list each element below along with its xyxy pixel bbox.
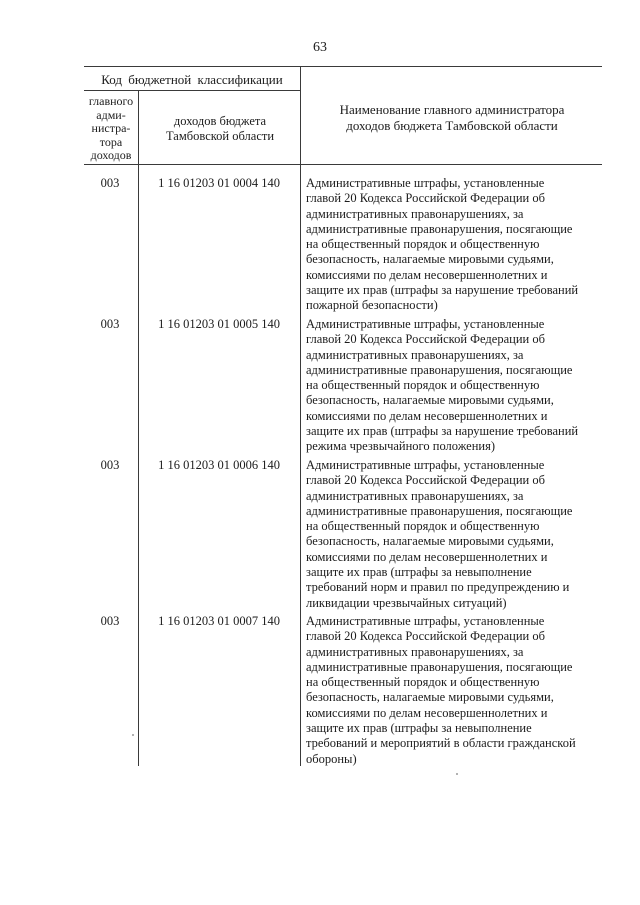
admin-code-cell: 003 <box>100 614 120 628</box>
admin-code-cell: 003 <box>100 176 120 190</box>
admin-code-cell: 003 <box>100 458 120 472</box>
column-divider-left <box>138 90 139 766</box>
column-divider-right <box>300 66 301 766</box>
page-number: 63 <box>313 40 327 55</box>
header-admin-column: главного адми- нистра- тора доходов <box>88 94 134 163</box>
budget-code-cell: 1 16 01203 01 0005 140 <box>158 317 280 331</box>
budget-code-cell: 1 16 01203 01 0006 140 <box>158 458 280 472</box>
revenue-name-cell: Административные штрафы, установленные главой 20 Кодекса Российской Федерации об административных правонарушениях, за административные правонарушения, посягающие на общественный порядок и общественную безопасность, налагаемые мировыми судьями, комиссиями по делам несовершеннолетних и защите их прав (штрафы за нарушение требований режима чрезвычайного положения) <box>306 317 579 454</box>
header-group-title: Код бюджетной классификации <box>101 72 283 87</box>
admin-code-cell: 003 <box>100 317 120 331</box>
revenue-name-cell: Административные штрафы, установленные главой 20 Кодекса Российской Федерации об административных правонарушениях, за административные правонарушения, посягающие на общественный порядок и общественную безопасность, налагаемые мировыми судьями, комиссиями по делам несовершеннолетних и защите их прав (штрафы за невыполнение требований и мероприятий в области гражданской обороны) <box>306 614 576 766</box>
scan-speck <box>456 773 458 775</box>
header-bottom-rule <box>84 164 602 165</box>
scan-speck <box>132 734 134 736</box>
budget-code-cell: 1 16 01203 01 0004 140 <box>158 176 280 190</box>
header-code-column: доходов бюджета Тамбовской области <box>165 114 275 143</box>
group-header-rule <box>84 90 300 91</box>
table-top-rule <box>84 66 602 67</box>
revenue-name-cell: Административные штрафы, установленные главой 20 Кодекса Российской Федерации об административных правонарушениях, за административные правонарушения, посягающие на общественный порядок и общественную безопасность, налагаемые мировыми судьями, комиссиями по делам несовершеннолетних и защите их прав (штрафы за нарушение требований пожарной безопасности) <box>306 176 579 313</box>
header-name-column: Наименование главного администратора доходов бюджета Тамбовской области <box>339 102 565 133</box>
budget-code-cell: 1 16 01203 01 0007 140 <box>158 614 280 628</box>
revenue-name-cell: Административные штрафы, установленные главой 20 Кодекса Российской Федерации об административных правонарушениях, за административные правонарушения, посягающие на общественный порядок и общественную безопасность, налагаемые мировыми судьями, комиссиями по делам несовершеннолетних и защите их прав (штрафы за невыполнение требований норм и правил по предупреждению и ликвидации чрезвычайных ситуаций) <box>306 458 573 610</box>
